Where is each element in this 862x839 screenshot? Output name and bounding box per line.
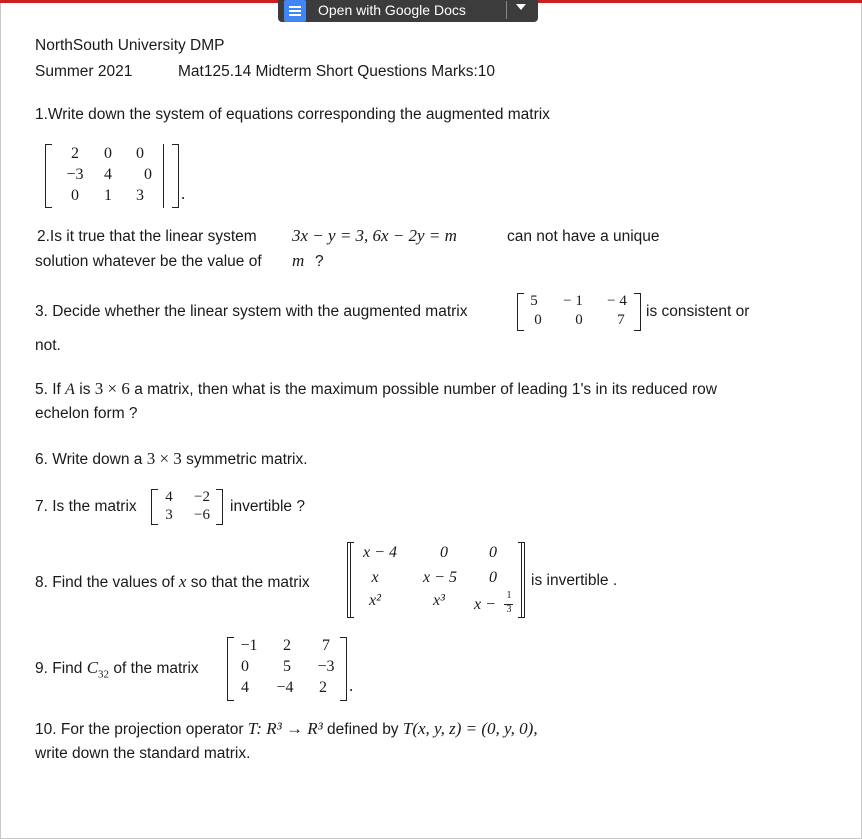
matrix-cell: x − 5 bbox=[423, 569, 457, 586]
matrix-cell: 0 bbox=[136, 145, 144, 162]
matrix-cell: 0 bbox=[489, 569, 497, 586]
matrix-cell: x − 4 bbox=[363, 544, 397, 561]
q10-definition: T(x, y, z) = (0, y, 0), bbox=[402, 719, 538, 738]
university-name: NorthSouth University DMP bbox=[35, 37, 225, 54]
matrix-cell: −3 bbox=[317, 658, 335, 675]
matrix-cell: 0 bbox=[144, 166, 152, 183]
q8-mid: so that the matrix bbox=[190, 574, 310, 591]
matrix-cell: 7 bbox=[322, 637, 330, 654]
open-with-button[interactable]: Open with Google Docs bbox=[318, 2, 466, 18]
matrix-cell: −4 bbox=[276, 679, 294, 696]
question-8-text-end: is invertible . bbox=[531, 572, 618, 589]
question-3-text-end: is consistent or bbox=[646, 303, 750, 320]
matrix-cell: 2 bbox=[71, 145, 79, 162]
question-3-matrix bbox=[517, 293, 641, 331]
question-10-line2: write down the standard matrix. bbox=[35, 745, 251, 762]
q5-is: is bbox=[79, 381, 91, 398]
question-10-text bbox=[35, 719, 538, 739]
q5-matrix-symbol: A bbox=[65, 381, 75, 398]
q9-pre: 9. Find bbox=[35, 660, 83, 677]
matrix-cell: 0 bbox=[104, 145, 112, 162]
matrix-cell: 5 bbox=[530, 293, 538, 309]
question-2-text-end: can not have a unique bbox=[507, 228, 660, 245]
q8-var: x bbox=[178, 572, 187, 591]
q6-dims: 3 × 3 bbox=[146, 449, 182, 468]
question-1-text: 1.Write down the system of equations corresponding the augmented matrix bbox=[35, 106, 550, 123]
question-2-variable: m bbox=[292, 251, 305, 270]
matrix-cell: 0 bbox=[71, 187, 79, 204]
fraction-denominator: 3 bbox=[506, 604, 512, 615]
question-6-text bbox=[35, 449, 308, 469]
matrix-cell: 5 bbox=[283, 658, 291, 675]
q5-mid: a matrix, then what is the maximum possible number of leading 1's in its reduced row bbox=[134, 381, 717, 398]
matrix-cell: 4 bbox=[104, 166, 112, 183]
question-9-matrix bbox=[227, 637, 347, 701]
question-8-text bbox=[35, 572, 310, 592]
matrix-cell: 1 bbox=[104, 187, 112, 204]
fraction-numerator: 1 bbox=[506, 590, 512, 601]
matrix-cell: 3 bbox=[136, 187, 144, 204]
matrix-cell: −2 bbox=[194, 489, 210, 505]
matrix-period: . bbox=[181, 184, 186, 203]
question-2-equations: 3x − y = 3, 6x − 2y = m bbox=[292, 226, 457, 245]
q10-pre: 10. For the projection operator bbox=[35, 721, 244, 738]
matrix-cell: 4 bbox=[165, 489, 173, 505]
matrix-cell: −3 bbox=[66, 166, 84, 183]
q9-subscript: 32 bbox=[98, 668, 110, 681]
matrix-cell: 7 bbox=[617, 312, 625, 328]
matrix-cell: 0 bbox=[489, 544, 497, 561]
matrix-cell: 0 bbox=[534, 312, 542, 328]
matrix-period: . bbox=[349, 676, 354, 695]
matrix-cell: − 4 bbox=[607, 293, 627, 309]
q9-post: of the matrix bbox=[113, 660, 199, 677]
question-3-line2: not. bbox=[35, 337, 61, 354]
question-1-matrix bbox=[45, 144, 179, 208]
course-info: Mat125.14 Midterm Short Questions Marks:10 bbox=[178, 63, 496, 80]
question-2-text: 2.Is it true that the linear system bbox=[37, 228, 257, 245]
open-with-google-docs-bar[interactable] bbox=[278, 0, 538, 22]
q10-map: T: R³ → R³ bbox=[247, 719, 323, 738]
matrix-cell: x² bbox=[369, 592, 381, 609]
matrix-cell: 3 bbox=[165, 507, 173, 523]
question-5-text bbox=[35, 379, 717, 399]
q6-post: symmetric matrix. bbox=[186, 451, 308, 468]
matrix-cell: − 1 bbox=[563, 293, 583, 309]
q9-cofactor-symbol: C bbox=[86, 658, 99, 677]
matrix-cell: 0 bbox=[241, 658, 249, 675]
q6-pre: 6. Write down a bbox=[35, 451, 143, 468]
question-3-text: 3. Decide whether the linear system with the augmented matrix bbox=[35, 303, 468, 320]
matrix-cell: −1 bbox=[240, 637, 258, 654]
matrix-cell: x³ bbox=[433, 592, 445, 609]
matrix-cell: x bbox=[371, 569, 379, 586]
matrix-cell: 4 bbox=[241, 679, 249, 696]
question-9-text bbox=[35, 658, 199, 680]
toolbar-divider bbox=[506, 1, 507, 19]
q8-pre: 8. Find the values of bbox=[35, 574, 175, 591]
matrix-cell: x − bbox=[474, 596, 496, 613]
question-5-line2: echelon form ? bbox=[35, 405, 138, 422]
q5-dims: 3 × 6 bbox=[94, 379, 130, 398]
q10-mid: defined by bbox=[327, 721, 399, 738]
question-2-qmark: ? bbox=[315, 253, 324, 270]
term: Summer 2021 bbox=[35, 63, 133, 80]
matrix-cell: −6 bbox=[194, 507, 210, 523]
question-7-text-end: invertible ? bbox=[230, 498, 305, 515]
q5-pre: 5. If bbox=[35, 381, 61, 398]
matrix-cell: 2 bbox=[283, 637, 291, 654]
question-7-text: 7. Is the matrix bbox=[35, 498, 137, 515]
chevron-down-icon[interactable] bbox=[516, 4, 526, 10]
matrix-cell: 0 bbox=[440, 544, 448, 561]
matrix-cell: 2 bbox=[319, 679, 327, 696]
google-docs-icon bbox=[284, 0, 306, 22]
matrix-cell: 0 bbox=[575, 312, 583, 328]
question-8-matrix bbox=[347, 542, 525, 618]
question-2-line2: solution whatever be the value of bbox=[35, 253, 262, 270]
question-7-matrix bbox=[151, 489, 223, 525]
